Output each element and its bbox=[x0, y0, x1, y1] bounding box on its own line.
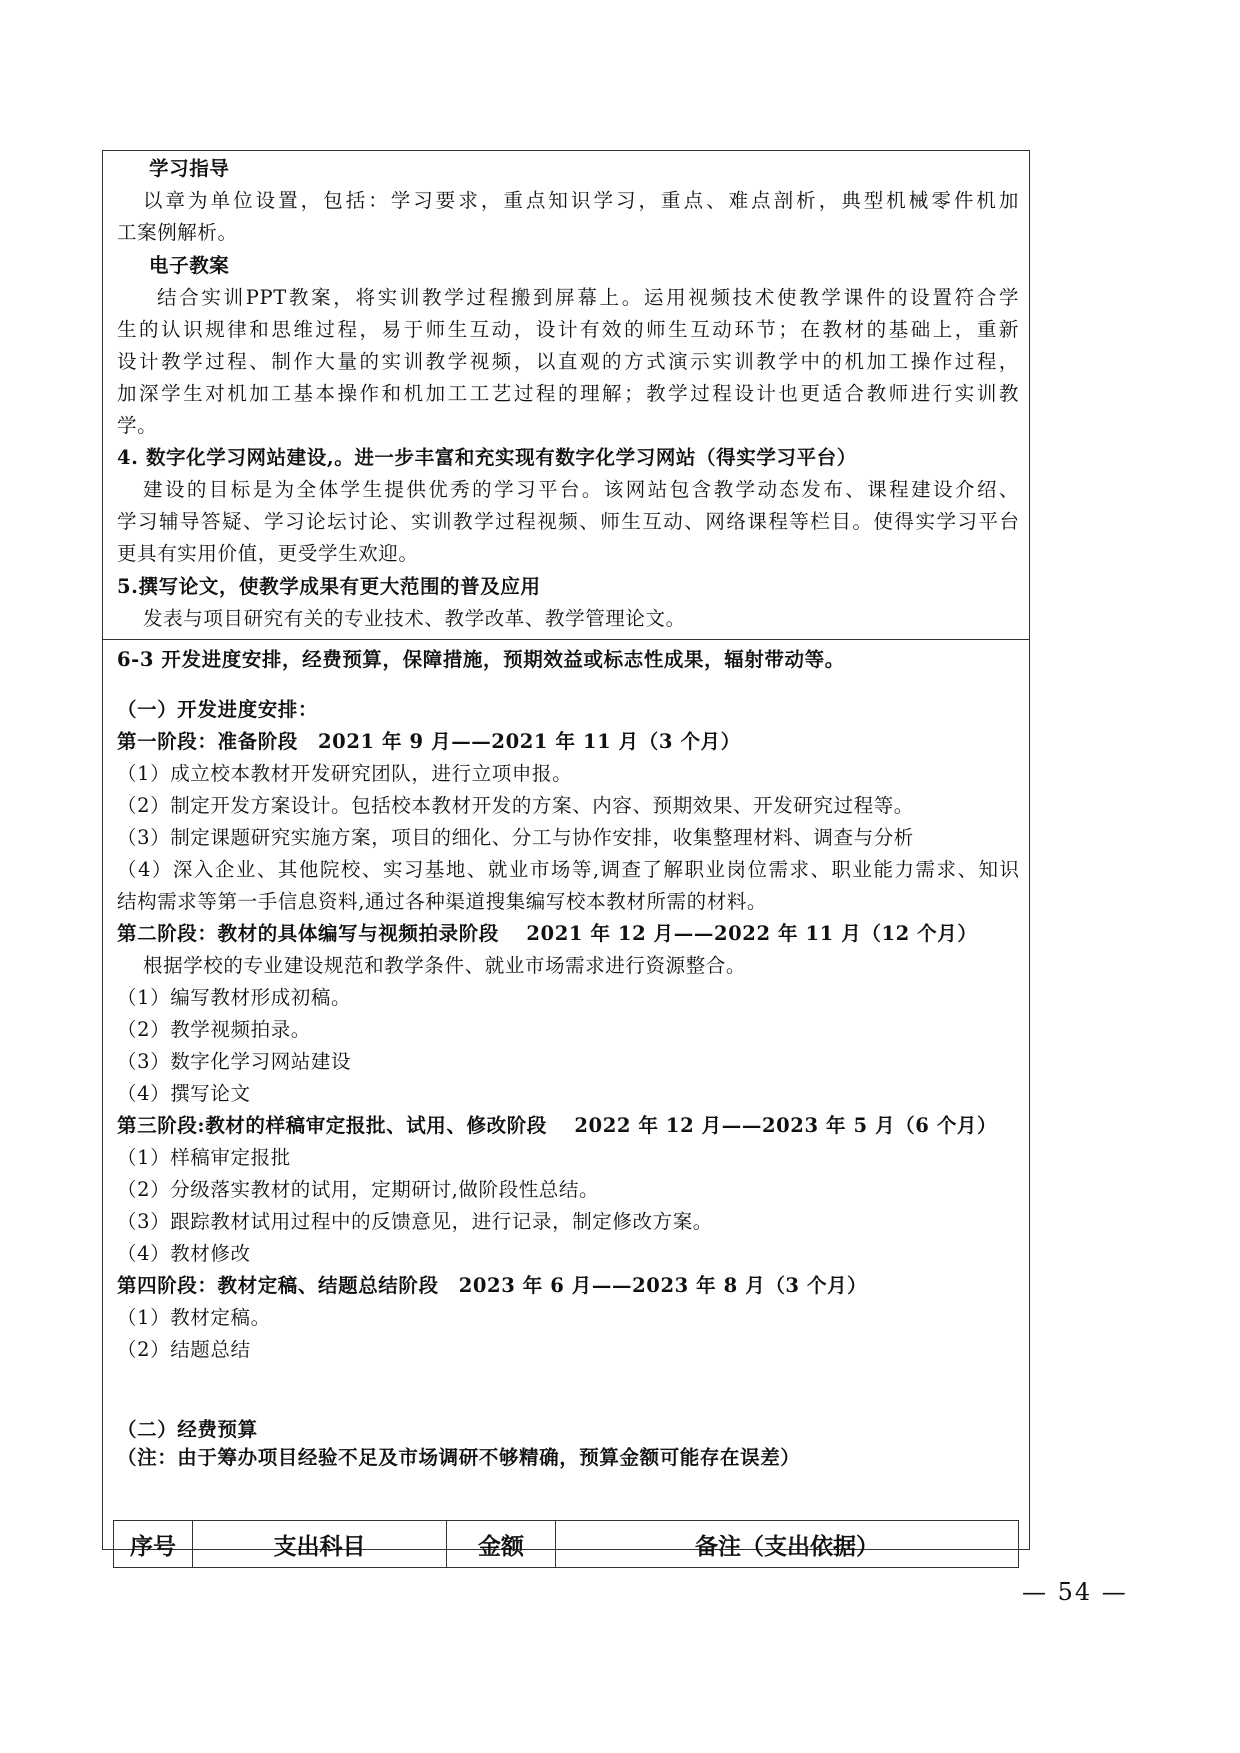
stage3-item: （1）样稿审定报批 bbox=[117, 1146, 291, 1169]
stage2-item: （2）教学视频拍录。 bbox=[117, 1018, 311, 1041]
item5-heading: 5.撰写论文，使教学成果有更大范围的普及应用 bbox=[117, 575, 541, 598]
stage1-item: （4）深入企业、其他院校、实习基地、就业市场等,调查了解职业岗位需求、职业能力需求、知识 bbox=[117, 858, 1019, 881]
section-heading: 6-3 开发进度安排，经费预算，保障措施，预期效益或标志性成果，辐射带动等。 bbox=[117, 648, 845, 671]
study-guide-heading: 学习指导 bbox=[149, 157, 230, 180]
item5-line: 发表与项目研究有关的专业技术、教学改革、教学管理论文。 bbox=[143, 607, 686, 630]
item4-heading: 4. 数字化学习网站建设,。进一步丰富和充实现有数字化学习网站（得实学习平台） bbox=[117, 446, 857, 469]
stage2-heading: 第二阶段：教材的具体编写与视频拍录阶段 2021 年 12 月——2022 年 11 月（12 个月） bbox=[117, 922, 978, 945]
stage2-intro: 根据学校的专业建设规范和教学条件、就业市场需求进行资源整合。 bbox=[143, 954, 747, 977]
stage3-heading: 第三阶段:教材的样稿审定报批、试用、修改阶段 2022 年 12 月——2023 年 5 月（6 个月） bbox=[117, 1114, 998, 1137]
study-guide-line: 以章为单位设置，包括：学习要求，重点知识学习，重点、难点剖析，典型机械零件机加 bbox=[143, 189, 1019, 212]
e-lesson-line: 结合实训PPT教案，将实训教学过程搬到屏幕上。运用视频技术使教学课件的设置符合学 bbox=[157, 286, 1019, 309]
stage2-item: （1）编写教材形成初稿。 bbox=[117, 986, 352, 1009]
item4-line: 建设的目标是为全体学生提供优秀的学习平台。该网站包含教学动态发布、课程建设介绍、 bbox=[143, 478, 1019, 501]
stage4-item: （1）教材定稿。 bbox=[117, 1306, 271, 1329]
stage1-item: （1）成立校本教材开发研究团队，进行立项申报。 bbox=[117, 762, 573, 785]
section-teaching-resources bbox=[103, 151, 1029, 640]
stage3-item: （3）跟踪教材试用过程中的反馈意见，进行记录，制定修改方案。 bbox=[117, 1210, 713, 1233]
stage3-item: （4）教材修改 bbox=[117, 1242, 251, 1265]
stage1-item: 结构需求等第一手信息资料,通过各种渠道搜集编写校本教材所需的材料。 bbox=[117, 890, 767, 913]
schedule-heading: （一）开发进度安排： bbox=[117, 698, 319, 721]
stage3-item: （2）分级落实教材的试用，定期研讨,做阶段性总结。 bbox=[117, 1178, 600, 1201]
budget-note: （注：由于筹办项目经验不足及市场调研不够精确，预算金额可能存在误差） bbox=[117, 1446, 801, 1469]
stage2-item: （4）撰写论文 bbox=[117, 1082, 251, 1105]
stage4-item: （2）结题总结 bbox=[117, 1338, 251, 1361]
page-number: — 54 — bbox=[1022, 1578, 1128, 1606]
budget-col-header: 金额 bbox=[447, 1521, 556, 1567]
e-lesson-line: 设计教学过程、制作大量的实训教学视频，以直观的方式演示实训教学中的机加工操作过程， bbox=[117, 350, 1019, 373]
stage1-item: （2）制定开发方案设计。包括校本教材开发的方案、内容、预期效果、开发研究过程等。 bbox=[117, 794, 914, 817]
stage1-heading: 第一阶段：准备阶段 2021 年 9 月——2021 年 11 月（3 个月） bbox=[117, 730, 741, 753]
section-schedule-budget bbox=[103, 640, 1029, 1560]
content-table bbox=[102, 150, 1030, 1560]
budget-col-header: 支出科目 bbox=[193, 1521, 447, 1567]
stage2-item: （3）数字化学习网站建设 bbox=[117, 1050, 352, 1073]
budget-table-header-row bbox=[113, 1520, 1019, 1568]
e-lesson-line: 学。 bbox=[117, 414, 158, 437]
study-guide-line: 工案例解析。 bbox=[117, 221, 238, 244]
stage4-heading: 第四阶段：教材定稿、结题总结阶段 2023 年 6 月——2023 年 8 月（3 个月） bbox=[117, 1274, 868, 1297]
stage1-item: （3）制定课题研究实施方案，项目的细化、分工与协作安排，收集整理材料、调查与分析 bbox=[117, 826, 914, 849]
budget-col-header: 备注（支出依据） bbox=[695, 1533, 879, 1560]
e-lesson-line: 加深学生对机加工基本操作和机加工工艺过程的理解；教学过程设计也更适合教师进行实训教 bbox=[117, 382, 1019, 405]
budget-heading: （二）经费预算 bbox=[117, 1418, 258, 1441]
e-lesson-line: 生的认识规律和思维过程，易于师生互动，设计有效的师生互动环节；在教材的基础上，重新 bbox=[117, 318, 1019, 341]
item4-line: 学习辅导答疑、学习论坛讨论、实训教学过程视频、师生互动、网络课程等栏目。使得实学习平台 bbox=[117, 510, 1019, 533]
e-lesson-heading: 电子教案 bbox=[149, 254, 230, 277]
budget-col-header: 序号 bbox=[114, 1521, 193, 1567]
item4-line: 更具有实用价值，更受学生欢迎。 bbox=[117, 542, 419, 565]
